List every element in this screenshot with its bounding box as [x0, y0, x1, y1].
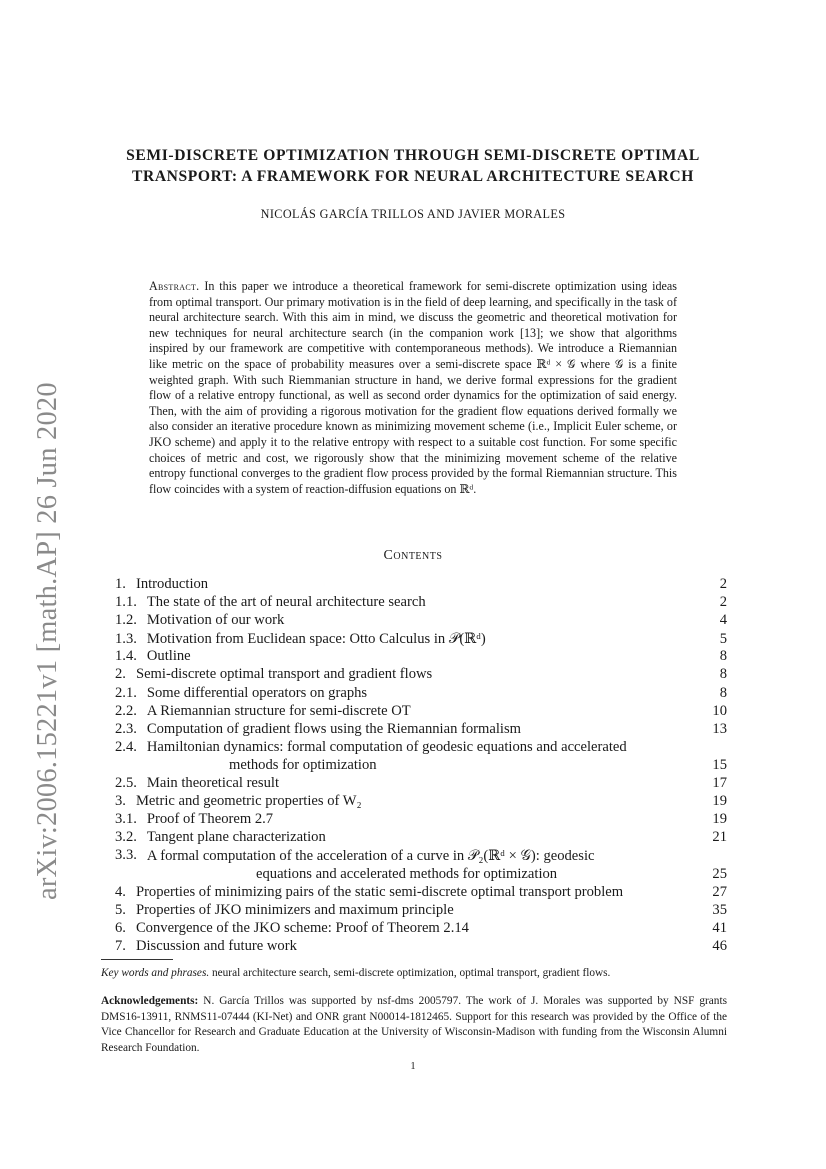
toc-title: Discussion and future work — [135, 937, 297, 954]
toc-title: Computation of gradient flows using the Riemannian formalism — [146, 720, 521, 737]
abstract — [149, 279, 677, 497]
acknowledgements-text: N. García Trillos was supported by nsf-dms 2005797. The work of J. Morales was supported by NSF grants DMS16-13911, RNMS11-07444 (KI-Net) and ONR grant N00014-1812465. Support for this research was provided by the Office of the Vice Chancellor for Research and Graduate Education at the University of Wisconsin-Madison with funding from the Wisconsin Alumni Research Foundation. — [101, 995, 727, 1054]
toc-entry[interactable] — [115, 793, 727, 811]
toc-title: A formal computation of the acceleration of a curve in 𝒫₂(ℝᵈ × 𝒢): geodesic — [146, 848, 595, 865]
contents-heading: Contents — [383, 548, 443, 563]
toc-title-continued: methods for optimization — [229, 756, 377, 773]
toc-title: Some differential operators on graphs — [146, 684, 368, 701]
toc-page: 8 — [719, 684, 727, 701]
toc-title: Motivation from Euclidean space: Otto Calculus in 𝒫(ℝᵈ) — [146, 631, 486, 648]
toc-number: 1.2. — [115, 612, 137, 629]
toc-entry[interactable] — [115, 648, 727, 666]
toc-entry[interactable] — [115, 612, 727, 630]
toc-number: 3.2. — [115, 829, 137, 846]
toc-number: 2.3. — [115, 720, 137, 737]
toc-title: Tangent plane characterization — [146, 829, 326, 846]
toc-entry[interactable] — [115, 703, 727, 721]
toc-entry[interactable] — [115, 630, 727, 648]
toc-number: 2. — [115, 666, 126, 683]
toc-entry[interactable] — [115, 685, 727, 703]
toc-entry[interactable] — [115, 666, 727, 684]
toc-number: 3.1. — [115, 811, 137, 828]
table-of-contents — [115, 576, 727, 956]
toc-page: 19 — [712, 811, 727, 828]
keywords-label: Key words and phrases. — [101, 967, 210, 979]
toc-number: 4. — [115, 883, 126, 900]
toc-title: A Riemannian structure for semi-discrete OT — [146, 702, 411, 719]
toc-page: 4 — [719, 612, 727, 629]
toc-page: 21 — [712, 829, 727, 846]
toc-title: Proof of Theorem 2.7 — [146, 811, 274, 828]
toc-title: Hamiltonian dynamics: formal computation of geodesic equations and accelerated — [146, 738, 627, 755]
toc-title: Semi-discrete optimal transport and gradient flows — [135, 666, 433, 683]
toc-page: 27 — [712, 883, 727, 900]
toc-number: 2.2. — [115, 702, 137, 719]
toc-title: The state of the art of neural architecture search — [146, 594, 426, 611]
toc-page: 8 — [719, 648, 727, 665]
toc-number: 1.1. — [115, 594, 137, 611]
toc-title: Metric and geometric properties of W₂ — [135, 793, 362, 810]
toc-entry[interactable] — [115, 829, 727, 847]
toc-entry[interactable] — [115, 811, 727, 829]
toc-title: Properties of minimizing pairs of the static semi-discrete optimal transport problem — [135, 883, 624, 900]
footnote-divider — [101, 959, 173, 960]
keywords-footnote — [101, 966, 727, 982]
toc-title: Main theoretical result — [146, 775, 279, 792]
toc-page: 41 — [712, 919, 727, 936]
toc-page: 35 — [712, 901, 727, 918]
abstract-label: Abstract. — [149, 279, 200, 293]
title-line-1: SEMI-DISCRETE OPTIMIZATION THROUGH SEMI-DISCRETE OPTIMAL — [126, 147, 700, 164]
toc-entry[interactable] — [115, 938, 727, 956]
toc-number: 2.5. — [115, 775, 137, 792]
toc-title: Convergence of the JKO scheme: Proof of Theorem 2.14 — [135, 919, 469, 936]
toc-number: 2.4. — [115, 738, 137, 755]
toc-entry[interactable] — [115, 884, 727, 902]
abstract-text: In this paper we introduce a theoretical framework for semi-discrete optimization using ideas from optimal transport. Our primary motivation is in the field of deep learning, and specifically in the task of neural architecture search. With this aim in mind, we discuss the geometric and theoretical motivation for new techniques for neural architecture search (in the companion work [13]; we show that algorithms inspired by our framework are competitive with contemporaneous methods). We introduce a Riemannian like metric on the space of probability measures over a semi-discrete space ℝᵈ × 𝒢 where 𝒢 is a finite weighted graph. With such Riemmanian structure in hand, we derive formal expressions for the gradient flow of a relative entropy functional, as well as second order dynamics for the optimization of said energy. Then, with the aim of providing a rigorous motivation for the gradient flow equations derived formally we also consider an iterative procedure known as minimizing movement scheme (i.e., Implicit Euler scheme, or JKO scheme) and apply it to the relative entropy with respect to a suitable cost function. For some specific choices of metric and cost, we rigorously show that the minimizing movement scheme of the relative entropy functional converges to the gradient flow process provided by the formal Riemannian structure. This flow coincides with a system of reaction-diffusion equations on ℝᵈ. — [149, 279, 677, 496]
toc-number: 2.1. — [115, 684, 137, 701]
toc-page: 2 — [719, 594, 727, 611]
toc-page: 8 — [719, 666, 727, 683]
toc-page: 25 — [712, 865, 727, 882]
toc-title: Motivation of our work — [146, 612, 285, 629]
acknowledgements-label: Acknowledgements: — [101, 995, 199, 1007]
toc-page: 17 — [712, 775, 727, 792]
toc-page: 19 — [712, 793, 727, 810]
paper-title — [80, 145, 746, 187]
toc-title: Introduction — [135, 576, 209, 592]
toc-number: 1.3. — [115, 631, 137, 648]
title-line-2: TRANSPORT: A FRAMEWORK FOR NEURAL ARCHITECTURE SEARCH — [131, 168, 695, 185]
acknowledgements-footnote — [101, 994, 727, 1056]
toc-entry[interactable] — [115, 739, 727, 775]
toc-entry[interactable] — [115, 902, 727, 920]
toc-entry[interactable] — [115, 847, 727, 883]
toc-entry[interactable] — [115, 721, 727, 739]
toc-title-continued: equations and accelerated methods for optimization — [256, 865, 558, 882]
toc-entry[interactable] — [115, 775, 727, 793]
toc-page: 15 — [712, 756, 727, 773]
arxiv-sidebar-stamp: arXiv:2006.15221v1 [math.AP] 26 Jun 2020 — [32, 382, 63, 900]
authors: NICOLÁS GARCÍA TRILLOS AND JAVIER MORALES — [260, 207, 566, 221]
toc-number: 3.3. — [115, 847, 137, 864]
toc-page: 2 — [719, 576, 727, 592]
toc-title: Properties of JKO minimizers and maximum principle — [135, 901, 454, 918]
toc-number: 1. — [115, 576, 126, 592]
toc-number: 6. — [115, 919, 126, 936]
toc-entry[interactable] — [115, 920, 727, 938]
toc-number: 1.4. — [115, 648, 137, 665]
toc-page: 46 — [712, 937, 727, 954]
toc-page: 13 — [712, 720, 727, 737]
toc-page: 5 — [719, 631, 727, 648]
toc-page: 10 — [712, 702, 727, 719]
toc-number: 7. — [115, 937, 126, 954]
page-number: 1 — [410, 1061, 416, 1072]
toc-entry[interactable] — [115, 576, 727, 594]
toc-number: 5. — [115, 901, 126, 918]
toc-number: 3. — [115, 793, 126, 810]
toc-entry[interactable] — [115, 594, 727, 612]
keywords-text: neural architecture search, semi-discrete optimization, optimal transport, gradient flows. — [212, 967, 611, 979]
toc-title: Outline — [146, 648, 191, 665]
